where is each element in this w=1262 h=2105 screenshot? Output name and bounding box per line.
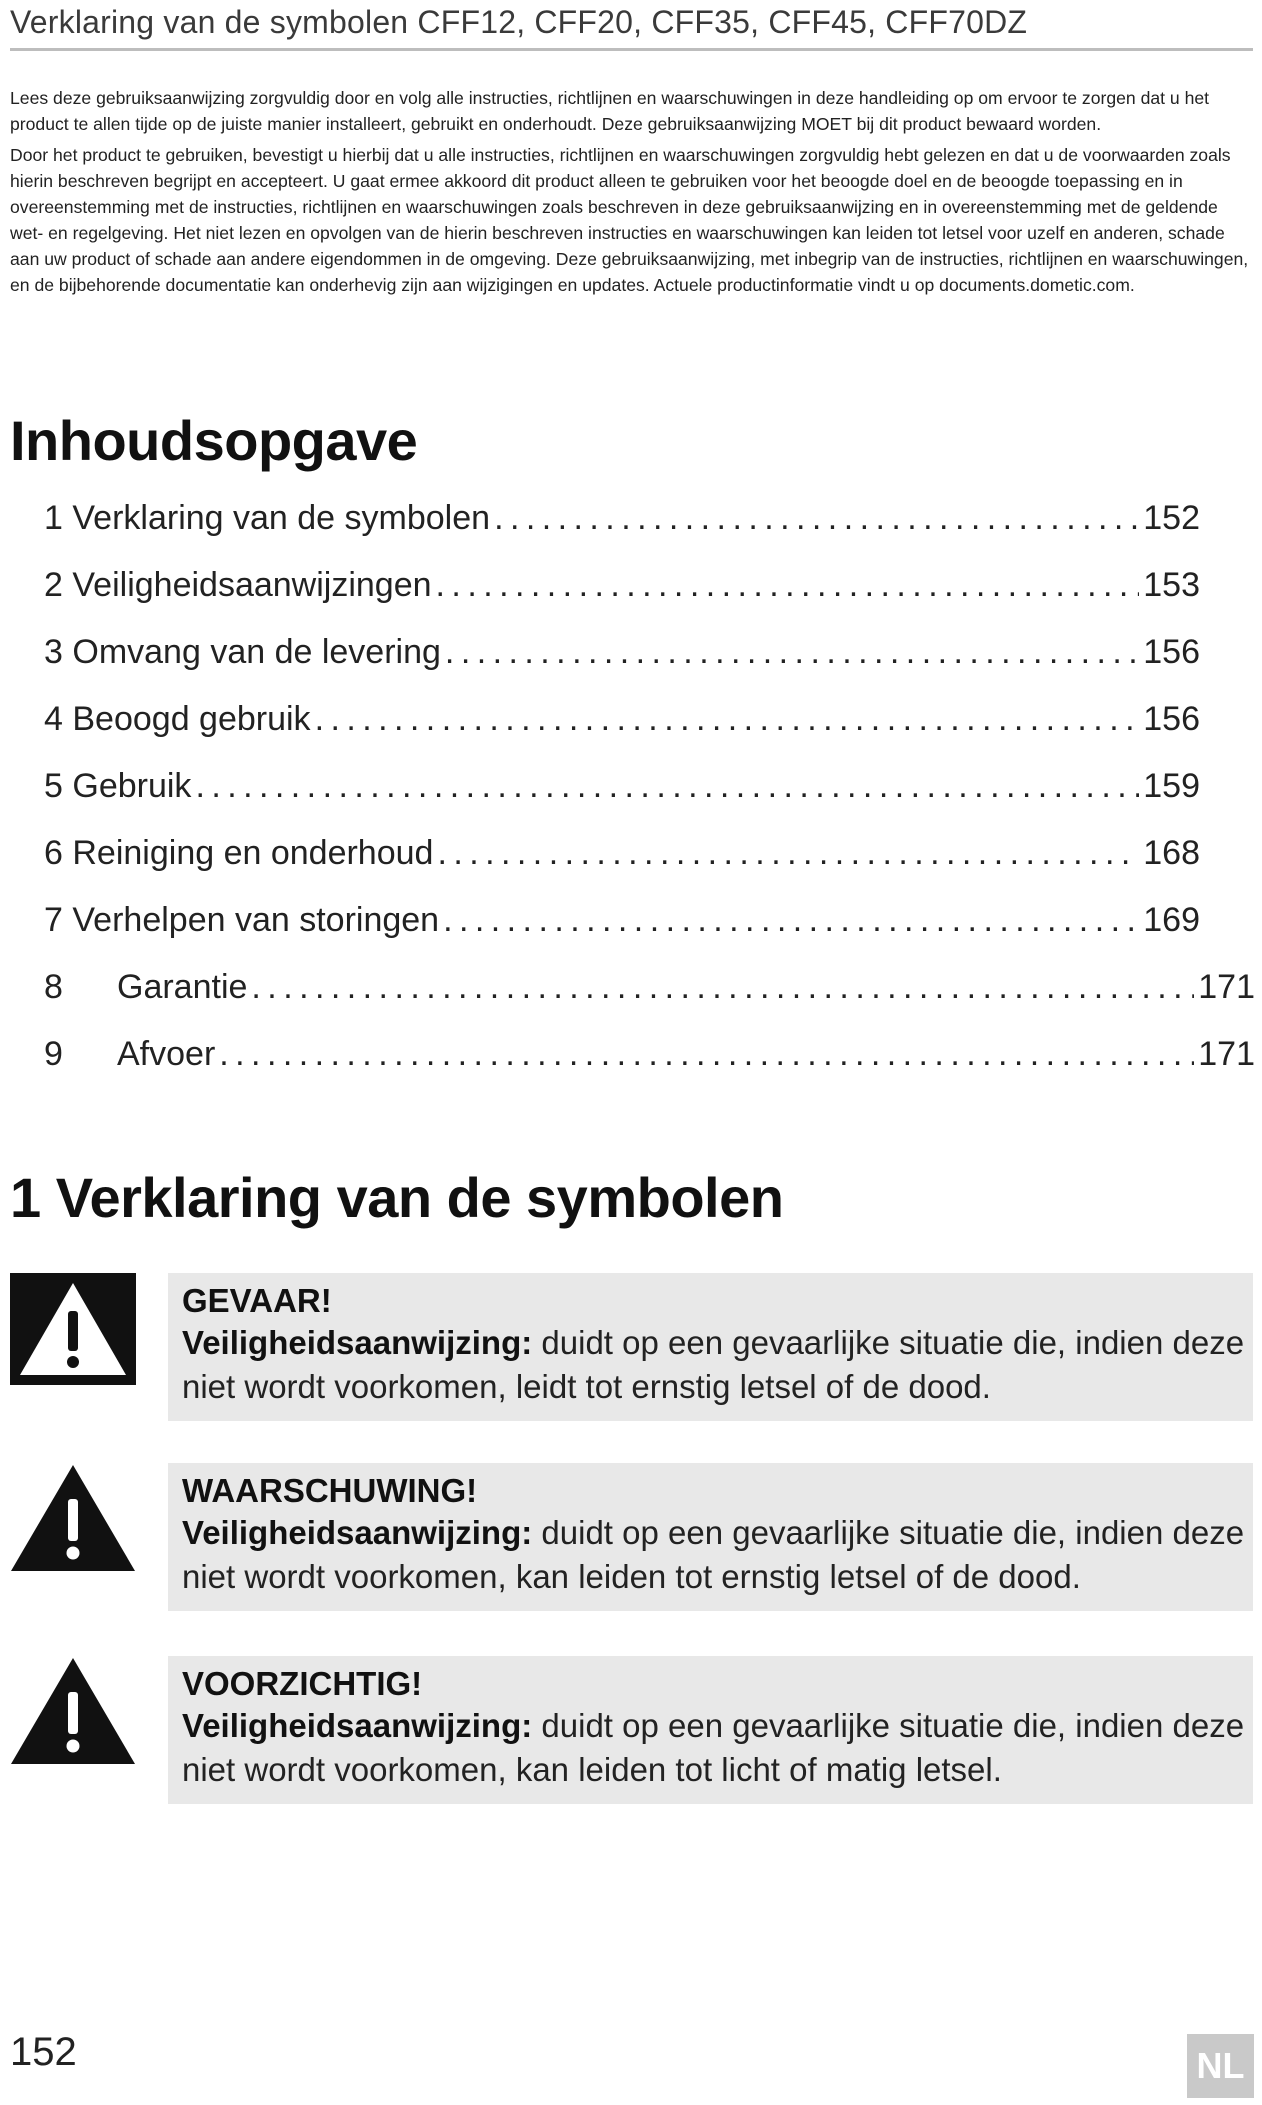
warning-triangle-icon [10, 1656, 136, 1768]
toc-entry-number: 5 [44, 767, 63, 805]
toc-entry-5[interactable] [44, 766, 1200, 833]
toc-entry-number: 7 [44, 901, 63, 939]
toc-leader-dots [445, 632, 1139, 672]
toc-entry-label: Gebruik [72, 767, 192, 805]
notice-text [182, 1511, 1253, 1599]
toc-entry-9[interactable] [44, 1034, 1255, 1101]
toc-heading: Inhoudsopgave [10, 409, 418, 472]
intro-paragraph-2: Door het product te gebruiken, bevestigt u hierbij dat u alle instructies, richtlijnen en waarschuwingen zorgvuldig hebt gelezen en dat u de voorwaarden zoals hierin beschreven begrijpt en accepteert. U gaat ermee akkoord dit product alleen te gebruiken voor het beoogde doel en de beoogde toepassing en in overeenstemming met de instructies, richtlijnen en waarschuwingen zoals beschreven in deze gebruiksaanwijzing en in overeenstemming met de geldende wet- en regelgeving. Het niet lezen en opvolgen van de hierin beschreven instructies en waarschuwingen kan leiden tot letsel voor uzelf en anderen, schade aan uw product of schade aan andere eigendommen in de omgeving. Deze gebruiksaanwijzing, met inbegrip van de instructies, richtlijnen en waarschuwingen, en de bijbehorende documentatie kan onderhevig zijn aan wijzigingen en updates. Actuele productinformatie vindt u op documents.dometic.com. [10, 145, 1249, 295]
notice-body: duidt op een gevaarlijke situatie die, indien deze niet wordt voorkomen, leidt tot ernstig letsel of de dood. [182, 1324, 1245, 1405]
toc-entry-page: 169 [1143, 901, 1200, 939]
toc-leader-dots [251, 967, 1194, 1007]
toc-entry-number: 8 [44, 968, 63, 1006]
toc-entry-page: 168 [1143, 834, 1200, 872]
notice-box [168, 1273, 1253, 1421]
notice-text [182, 1704, 1253, 1792]
notice-danger [10, 1273, 1253, 1421]
notice-warning [10, 1463, 1253, 1611]
toc-entry-label: Afvoer [117, 1035, 216, 1073]
toc-entry-1[interactable] [44, 498, 1200, 565]
toc-leader-dots [437, 833, 1139, 873]
toc-entry-page: 171 [1198, 1035, 1255, 1073]
toc-entry-page: 152 [1143, 499, 1200, 537]
toc-entry-page: 156 [1143, 700, 1200, 738]
notice-box [168, 1463, 1253, 1611]
toc-entry-number: 4 [44, 700, 63, 738]
warning-triangle-icon [10, 1463, 136, 1575]
toc-entry-4[interactable] [44, 699, 1200, 766]
notice-lead: Veiligheidsaanwijzing: [182, 1514, 533, 1551]
toc-leader-dots [443, 900, 1139, 940]
header-divider [10, 48, 1253, 51]
notice-body: duidt op een gevaarlijke situatie die, indien deze niet wordt voorkomen, kan leiden tot licht of matig letsel. [182, 1707, 1245, 1788]
toc-entry-page: 171 [1198, 968, 1255, 1006]
notice-text [182, 1321, 1253, 1409]
language-badge: NL [1187, 2034, 1254, 2098]
intro-text [10, 85, 1253, 303]
page-number: 152 [10, 2030, 77, 2074]
toc-entry-label: Beoogd gebruik [72, 700, 311, 738]
toc-entry-6[interactable] [44, 833, 1200, 900]
notice-lead: Veiligheidsaanwijzing: [182, 1324, 533, 1361]
warning-square-icon [10, 1273, 136, 1385]
toc-leader-dots [219, 1034, 1194, 1074]
toc-entry-number: 6 [44, 834, 63, 872]
toc-entry-8[interactable] [44, 967, 1255, 1034]
notice-caution [10, 1656, 1253, 1804]
toc-entry-label: Verklaring van de symbolen [72, 499, 491, 537]
toc-entry-label: Veiligheidsaanwijzingen [72, 566, 432, 604]
toc-entry-label: Garantie [117, 968, 248, 1006]
toc-entry-3[interactable] [44, 632, 1200, 699]
signal-word: VOORZICHTIG! [182, 1665, 423, 1702]
toc-entry-page: 156 [1143, 633, 1200, 671]
toc-entry-number: 1 [44, 499, 63, 537]
notice-lead: Veiligheidsaanwijzing: [182, 1707, 533, 1744]
notice-box [168, 1656, 1253, 1804]
toc-entry-number: 2 [44, 566, 63, 604]
toc-entry-page: 153 [1143, 566, 1200, 604]
toc-leader-dots [195, 766, 1139, 806]
toc-leader-dots [315, 699, 1140, 739]
toc-entry-label: Omvang van de levering [72, 633, 441, 671]
toc-entry-page: 159 [1143, 767, 1200, 805]
toc-leader-dots [436, 565, 1140, 605]
section-heading: 1 Verklaring van de symbolen [10, 1166, 784, 1229]
running-header: Verklaring van de symbolen CFF12, CFF20, CFF35, CFF45, CFF70DZ [10, 4, 1028, 40]
signal-word: WAARSCHUWING! [182, 1472, 478, 1509]
toc-entry-label: Verhelpen van storingen [72, 901, 440, 939]
toc-entry-2[interactable] [44, 565, 1200, 632]
toc-entry-7[interactable] [44, 900, 1200, 967]
notice-body: duidt op een gevaarlijke situatie die, indien deze niet wordt voorkomen, kan leiden tot ernstig letsel of de dood. [182, 1514, 1245, 1595]
table-of-contents [44, 498, 1255, 1101]
toc-entry-number: 9 [44, 1035, 63, 1073]
intro-paragraph-1: Lees deze gebruiksaanwijzing zorgvuldig door en volg alle instructies, richtlijnen en waarschuwingen in deze handleiding op om ervoor te zorgen dat u het product te allen tijde op de juiste manier installeert, gebruikt en onderhoudt. Deze gebruiksaanwijzing MOET bij dit product bewaard worden. [10, 88, 1210, 134]
signal-word: GEVAAR! [182, 1282, 332, 1319]
toc-leader-dots [494, 498, 1139, 538]
toc-entry-number: 3 [44, 633, 63, 671]
toc-entry-label: Reiniging en onderhoud [72, 834, 434, 872]
